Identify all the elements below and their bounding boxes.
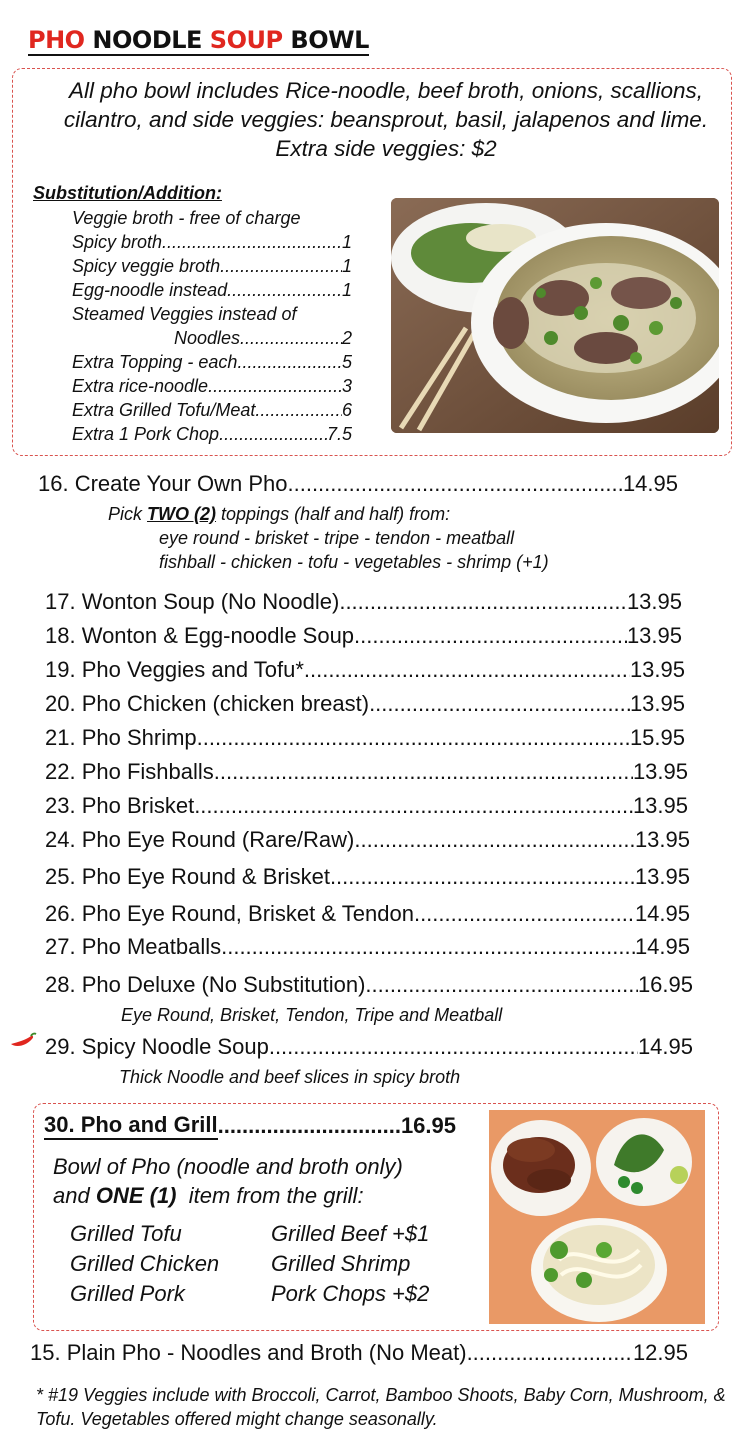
substitution-item: Extra rice-noodle ..... 3: [72, 374, 352, 398]
substitution-item: Noodles ..... 2: [72, 326, 352, 350]
menu-item-16: 16. Create Your Own Pho ..... 14.95: [38, 470, 678, 498]
title-part-pho: PHO: [28, 26, 85, 54]
menu-item-29: 29. Spicy Noodle Soup ..... 14.95: [45, 1033, 693, 1061]
title-part-soup: SOUP: [209, 26, 283, 54]
spicy-note: Thick Noodle and beef slices in spicy broth: [119, 1067, 461, 1087]
pho-and-grill-photo: [489, 1110, 705, 1324]
substitution-item: Veggie broth - free of charge: [72, 208, 301, 228]
substitution-item: Extra Grilled Tofu/Meat ..... 6: [72, 398, 352, 422]
menu-item-20: 20. Pho Chicken (chicken breast) ..... 13.95: [45, 690, 685, 718]
menu-item-26: 26. Pho Eye Round, Brisket & Tendon ..... 14.95: [45, 900, 690, 928]
substitution-item: Spicy broth ..... 1: [72, 230, 352, 254]
menu-item-27: 27. Pho Meatballs ..... 14.95: [45, 933, 690, 961]
create-your-own-note: Pick TWO (2) toppings (half and half) from:: [108, 504, 451, 524]
menu-item-25: 25. Pho Eye Round & Brisket ..... 13.95: [45, 863, 690, 891]
substitution-heading: Substitution/Addition:: [33, 183, 222, 203]
grill-option: Pork Chops +$2: [271, 1281, 430, 1306]
intro-text: All pho bowl includes Rice-noodle, beef broth, onions, scallions, cilantro, and side veggies: beansprout, basil, jalapenos and lime. Extra side veggies: $2: [63, 78, 709, 161]
title-part-noodle: NOODLE: [84, 26, 210, 54]
menu-item-30: 30. Pho and Grill ..... 16.95: [44, 1112, 456, 1140]
toppings-line-1: eye round - brisket - tripe - tendon - meatball: [159, 528, 515, 548]
menu-item-22: 22. Pho Fishballs ..... 13.95: [45, 758, 688, 786]
menu-item-28: 28. Pho Deluxe (No Substitution) ..... 16.95: [45, 971, 693, 999]
menu-item-15: 15. Plain Pho - Noodles and Broth (No Meat) ..... 12.95: [30, 1339, 688, 1367]
grill-description: Bowl of Pho (noodle and broth only) and ONE (1) item from the grill:: [53, 1154, 403, 1208]
menu-item-23: 23. Pho Brisket ..... 13.95: [45, 792, 688, 820]
grill-option: Grilled Tofu: [70, 1221, 182, 1246]
toppings-line-2: fishball - chicken - tofu - vegetables - shrimp (+1): [159, 552, 549, 572]
menu-item-19: 19. Pho Veggies and Tofu* ..... 13.95: [45, 656, 685, 684]
menu-item-18: 18. Wonton & Egg-noodle Soup ..... 13.95: [45, 622, 682, 650]
grill-option: Grilled Beef +$1: [271, 1221, 430, 1246]
substitution-item: Extra 1 Pork Chop ..... 7.5: [72, 422, 352, 446]
menu-title: [28, 26, 369, 56]
grill-option: Grilled Chicken: [70, 1251, 220, 1276]
substitution-item: Extra Topping - each ..... 5: [72, 350, 352, 374]
menu-item-17: 17. Wonton Soup (No Noodle) ..... 13.95: [45, 588, 682, 616]
footnote: * #19 Veggies include with Broccoli, Carrot, Bamboo Shoots, Baby Corn, Mushroom, & Tofu. Vegetables offered might change seasonally.: [36, 1385, 726, 1429]
grill-option: Grilled Pork: [70, 1281, 185, 1306]
pho-bowl-photo: [391, 198, 719, 433]
substitution-item: Egg-noodle instead ..... 1: [72, 278, 352, 302]
deluxe-note: Eye Round, Brisket, Tendon, Tripe and Meatball: [121, 1005, 503, 1025]
menu-item-21: 21. Pho Shrimp ..... 15.95: [45, 724, 685, 752]
substitution-item: Spicy veggie broth ..... 1: [72, 254, 352, 278]
grill-option: Grilled Shrimp: [271, 1251, 411, 1276]
substitution-list: [72, 206, 352, 446]
chili-pepper-icon: [8, 1030, 38, 1050]
menu-item-24: 24. Pho Eye Round (Rare/Raw) ..... 13.95: [45, 826, 690, 854]
title-part-bowl: BOWL: [282, 26, 369, 54]
substitution-item: Steamed Veggies instead of: [72, 304, 297, 324]
